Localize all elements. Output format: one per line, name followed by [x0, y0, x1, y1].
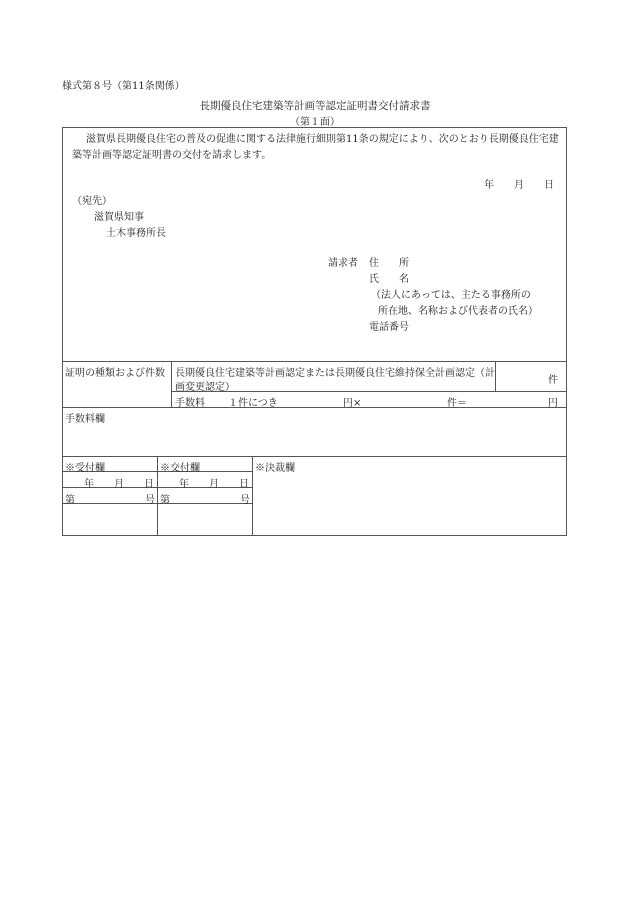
body-text-line2: 築等計画等認定証明書の交付を請求します。 [72, 150, 272, 161]
requester-name-label: 氏 名 [369, 274, 409, 285]
page-label: （第１面） [290, 117, 340, 128]
receipt-go: 号 [145, 495, 155, 506]
receipt-dai: 第 [65, 495, 75, 506]
request-date: 年 月 日 [484, 180, 554, 191]
issue-date: 年 月 日 [179, 479, 249, 490]
requester-note-line2: 所在地、名称および代表者の氏名） [378, 306, 538, 317]
certificate-label: 証明の種類および件数 [65, 368, 165, 379]
certificate-count-unit: 件 [548, 375, 558, 386]
body-text-line1: 滋賀県長期優良住宅の普及の促進に関する法律施行細則第11条の規定により、次のとおり長期優良住宅建 [86, 134, 559, 145]
divider-fee-stamp [62, 407, 567, 408]
decision-label: ※決裁欄 [255, 463, 295, 474]
fee-yen: 円 [548, 398, 558, 409]
requester-phone-label: 電話番号 [369, 322, 409, 333]
requester-note-line1: （法人にあっては、主たる事務所の [371, 290, 531, 301]
fee-label: 手数料 [175, 398, 205, 409]
addressee-governor: 滋賀県知事 [94, 212, 144, 223]
issue-label: ※交付欄 [160, 463, 200, 474]
addressee-label: （宛先） [72, 196, 112, 207]
requester-address-label: 住 所 [369, 258, 409, 269]
divider-office-use [62, 456, 567, 457]
fee-per: １件につき [228, 398, 278, 409]
issue-dai: 第 [160, 495, 170, 506]
form-number: 様式第８号（第11条関係） [62, 81, 185, 92]
receipt-label: ※受付欄 [65, 463, 105, 474]
divider-cert-count [495, 361, 496, 391]
divider-certificate [62, 361, 567, 362]
divider-receipt-issue [157, 456, 158, 536]
fee-yen-times: 円× [343, 398, 362, 409]
fee-count-eq: 件＝ [447, 398, 467, 409]
certificate-type-line2: 画変更認定） [175, 382, 235, 393]
requester-label: 請求者 [328, 258, 358, 269]
form-title: 長期優良住宅建築等計画等認定証明書交付請求書 [199, 100, 431, 112]
divider-issue-decision [252, 456, 253, 536]
certificate-type-line1: 長期優良住宅建築等計画認定または長期優良住宅維持保全計画認定（計 [175, 368, 495, 379]
issue-go: 号 [240, 495, 250, 506]
addressee-office: 土木事務所長 [106, 228, 166, 239]
receipt-date: 年 月 日 [84, 479, 154, 490]
divider-cert-label [171, 361, 172, 407]
fee-stamp-label: 手数料欄 [65, 414, 105, 425]
